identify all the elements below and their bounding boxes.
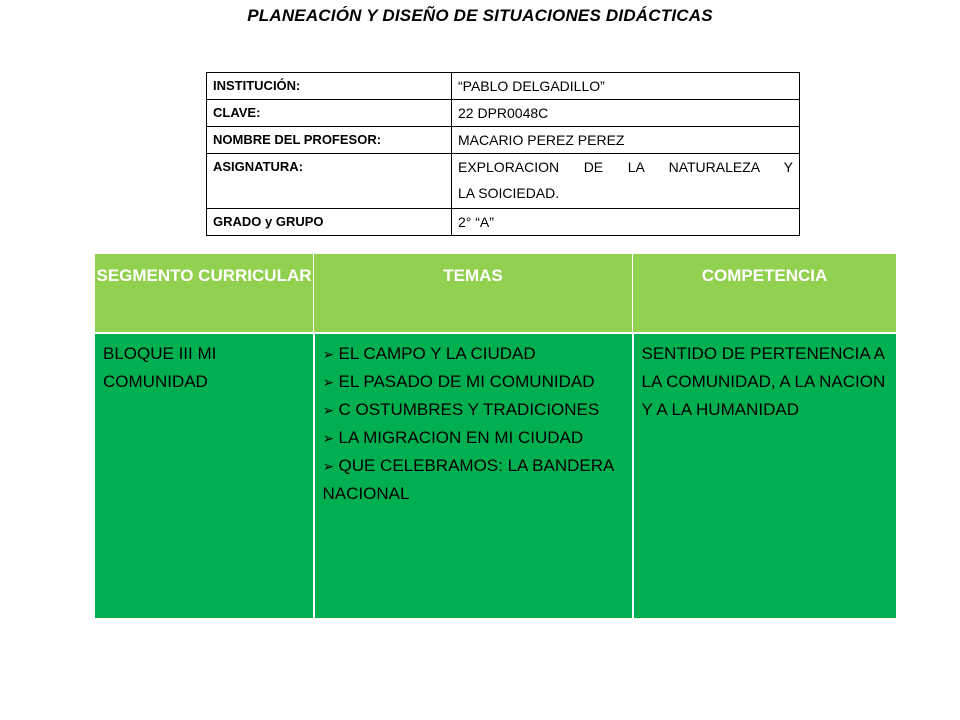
- cell-segmento: BLOQUE III MI COMUNIDAD: [95, 333, 314, 618]
- info-value: MACARIO PEREZ PEREZ: [452, 127, 800, 154]
- list-item: [323, 340, 624, 368]
- tema-text: LA MIGRACION EN MI CIUDAD: [338, 428, 584, 447]
- list-item: [323, 424, 624, 452]
- cell-temas: [314, 333, 633, 618]
- info-row-institucion: [207, 73, 800, 100]
- info-row-asignatura: [207, 154, 800, 209]
- list-item: [323, 396, 624, 424]
- info-row-profesor: [207, 127, 800, 154]
- header-temas: TEMAS: [314, 254, 633, 333]
- arrowhead-bullet-icon: ➢: [322, 346, 335, 362]
- tema-text: EL CAMPO Y LA CIUDAD: [338, 344, 536, 363]
- plan-table: [95, 254, 896, 618]
- tema-text: EL PASADO DE MI COMUNIDAD: [338, 372, 595, 391]
- info-row-clave: [207, 100, 800, 127]
- info-table: [206, 72, 800, 236]
- info-value: 2° “A”: [452, 209, 800, 236]
- info-label: INSTITUCIÓN:: [207, 73, 452, 100]
- plan-header-row: [95, 254, 896, 333]
- temas-list: [323, 340, 624, 508]
- tema-text: QUE CELEBRAMOS: LA BANDERA NACIONAL: [322, 456, 614, 503]
- cell-competencia: SENTIDO DE PERTENENCIA A LA COMUNIDAD, A LA NACION Y A LA HUMANIDAD: [633, 333, 897, 618]
- tema-text: C OSTUMBRES Y TRADICIONES: [338, 400, 600, 419]
- arrowhead-bullet-icon: ➢: [322, 430, 335, 446]
- info-value: 22 DPR0048C: [452, 100, 800, 127]
- header-segmento: SEGMENTO CURRICULAR: [95, 254, 314, 333]
- info-label: CLAVE:: [207, 100, 452, 127]
- info-label: ASIGNATURA:: [207, 154, 452, 209]
- info-label: GRADO y GRUPO: [207, 209, 452, 236]
- arrowhead-bullet-icon: ➢: [322, 374, 335, 390]
- arrowhead-bullet-icon: ➢: [322, 402, 335, 418]
- arrowhead-bullet-icon: ➢: [322, 458, 335, 474]
- info-label: NOMBRE DEL PROFESOR:: [207, 127, 452, 154]
- header-competencia: COMPETENCIA: [633, 254, 897, 333]
- info-row-grado: [207, 209, 800, 236]
- list-item: [323, 368, 624, 396]
- info-value-line: LA SOICIEDAD.: [458, 185, 560, 201]
- page-title: PLANEACIÓN Y DISEÑO DE SITUACIONES DIDÁCTICAS: [247, 6, 713, 25]
- info-value: “PABLO DELGADILLO”: [452, 73, 800, 100]
- list-item: [323, 452, 624, 508]
- info-value-line: EXPLORACION DE LA NATURALEZA Y: [458, 159, 793, 175]
- info-value: [452, 154, 800, 209]
- plan-body-row: [95, 333, 896, 618]
